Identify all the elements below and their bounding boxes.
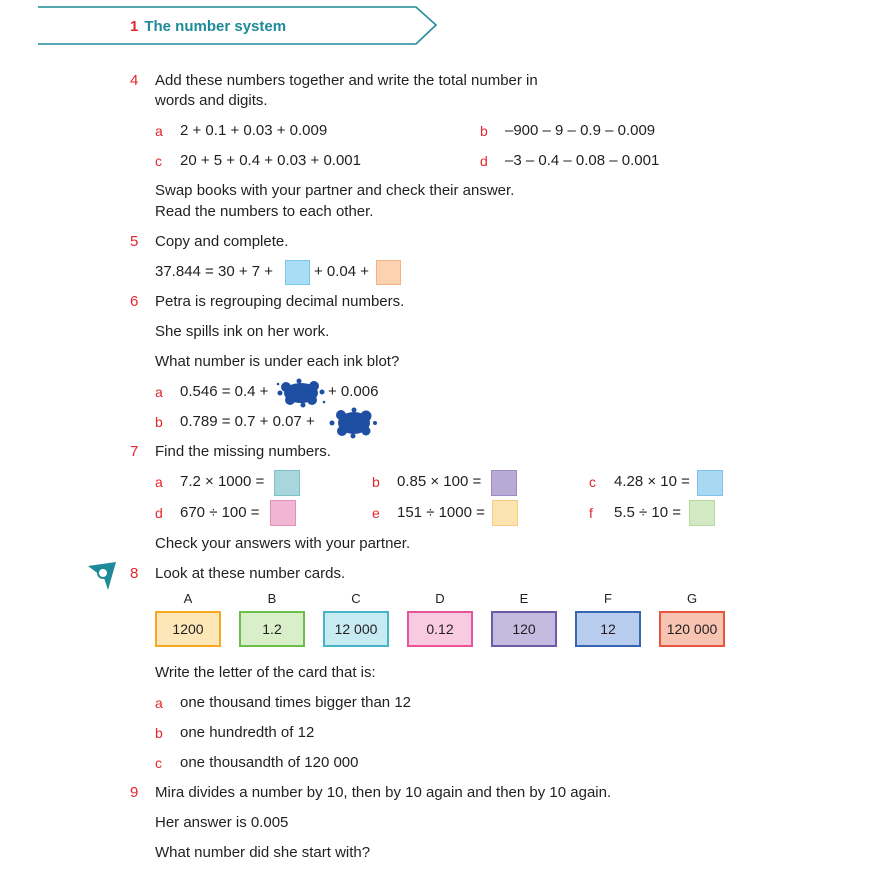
q6-a-part1: 0.546 = 0.4 + [180, 383, 269, 400]
q8-b-text: one hundredth of 12 [180, 724, 315, 741]
q7-f-answer-box[interactable] [689, 500, 715, 526]
q8-b-label: b [155, 725, 163, 741]
q4-b-label: b [480, 123, 488, 139]
q7-b-label: b [372, 474, 380, 490]
q6-b-label: b [155, 414, 163, 430]
question-6-text: Petra is regrouping decimal numbers. [155, 293, 405, 310]
q7-d-answer-box[interactable] [270, 500, 296, 526]
q8-c-label: c [155, 755, 162, 771]
q5-answer-box-1[interactable] [285, 260, 310, 285]
question-5-text: Copy and complete. [155, 233, 289, 250]
q7-a-label: a [155, 474, 163, 490]
number-card-f: 12 [575, 611, 641, 647]
number-card-g: 120 000 [659, 611, 725, 647]
question-4-text: Add these numbers together and write the total number in [155, 72, 538, 89]
q5-equation-part1: 37.844 = 30 + 7 + [155, 263, 274, 280]
question-8-text: Look at these number cards. [155, 565, 346, 582]
question-9-number: 9 [130, 784, 139, 801]
q6-b-part1: 0.789 = 0.7 + 0.07 + [180, 413, 315, 430]
question-5-number: 5 [130, 233, 139, 250]
number-card-c: 12 000 [323, 611, 389, 647]
chapter-title: The number system [144, 18, 287, 35]
q5-answer-box-2[interactable] [376, 260, 401, 285]
q4-note: Swap books with your partner and check their answer. [155, 182, 515, 199]
q7-b-expression: 0.85 × 100 = [397, 473, 482, 490]
card-letter-b: B [267, 591, 277, 606]
chapter-heading [130, 18, 286, 35]
q5-equation-part2: + 0.04 + [314, 263, 370, 280]
q4-a-label: a [155, 123, 163, 139]
q7-e-answer-box[interactable] [492, 500, 518, 526]
q6-a-label: a [155, 384, 163, 400]
q4-d-label: d [480, 153, 488, 169]
question-7-text: Find the missing numbers. [155, 443, 331, 460]
q4-a-expression: 2 + 0.1 + 0.03 + 0.009 [180, 122, 328, 139]
q7-e-expression: 151 ÷ 1000 = [397, 504, 485, 521]
q8-prompt: Write the letter of the card that is: [155, 664, 376, 681]
question-8-number: 8 [130, 565, 139, 582]
q7-d-label: d [155, 505, 163, 521]
q8-c-text: one thousandth of 120 000 [180, 754, 359, 771]
q6-a-part2: + 0.006 [328, 383, 379, 400]
q7-note: Check your answers with your partner. [155, 535, 411, 552]
card-letter-e: E [519, 591, 529, 606]
number-card-b: 1.2 [239, 611, 305, 647]
q7-c-label: c [589, 474, 596, 490]
q7-e-label: e [372, 505, 380, 521]
q7-f-expression: 5.5 ÷ 10 = [614, 504, 682, 521]
challenge-star-icon [86, 560, 118, 592]
q7-a-expression: 7.2 × 1000 = [180, 473, 265, 490]
number-card-e: 120 [491, 611, 557, 647]
question-7-number: 7 [130, 443, 139, 460]
question-6-text-3: What number is under each ink blot? [155, 353, 400, 370]
question-9-text-2: Her answer is 0.005 [155, 814, 289, 831]
question-9-text: Mira divides a number by 10, then by 10 again and then by 10 again. [155, 784, 612, 801]
q4-note-2: Read the numbers to each other. [155, 203, 374, 220]
q4-c-label: c [155, 153, 162, 169]
question-6-text-2: She spills ink on her work. [155, 323, 330, 340]
q8-a-label: a [155, 695, 163, 711]
number-card-d: 0.12 [407, 611, 473, 647]
q4-c-expression: 20 + 5 + 0.4 + 0.03 + 0.001 [180, 152, 361, 169]
card-letter-g: G [686, 591, 698, 606]
q4-d-expression: –3 – 0.4 – 0.08 – 0.001 [505, 152, 660, 169]
ink-blot-icon [276, 378, 326, 408]
card-letter-d: D [435, 591, 445, 606]
card-letter-f: F [604, 591, 612, 606]
q4-b-expression: –900 – 9 – 0.9 – 0.009 [505, 122, 656, 139]
q7-c-answer-box[interactable] [697, 470, 723, 496]
number-card-a: 1200 [155, 611, 221, 647]
chapter-number: 1 [130, 18, 139, 35]
card-letter-a: A [183, 591, 193, 606]
q7-b-answer-box[interactable] [491, 470, 517, 496]
q8-a-text: one thousand times bigger than 12 [180, 694, 411, 711]
question-6-number: 6 [130, 293, 139, 310]
q7-c-expression: 4.28 × 10 = [614, 473, 690, 490]
question-4-number: 4 [130, 72, 139, 89]
card-letter-c: C [351, 591, 361, 606]
ink-blot-icon [328, 407, 378, 439]
q7-a-answer-box[interactable] [274, 470, 300, 496]
question-9-text-3: What number did she start with? [155, 844, 371, 861]
q7-f-label: f [589, 505, 593, 521]
question-4-text-2: words and digits. [155, 92, 268, 109]
q7-d-expression: 670 ÷ 100 = [180, 504, 260, 521]
